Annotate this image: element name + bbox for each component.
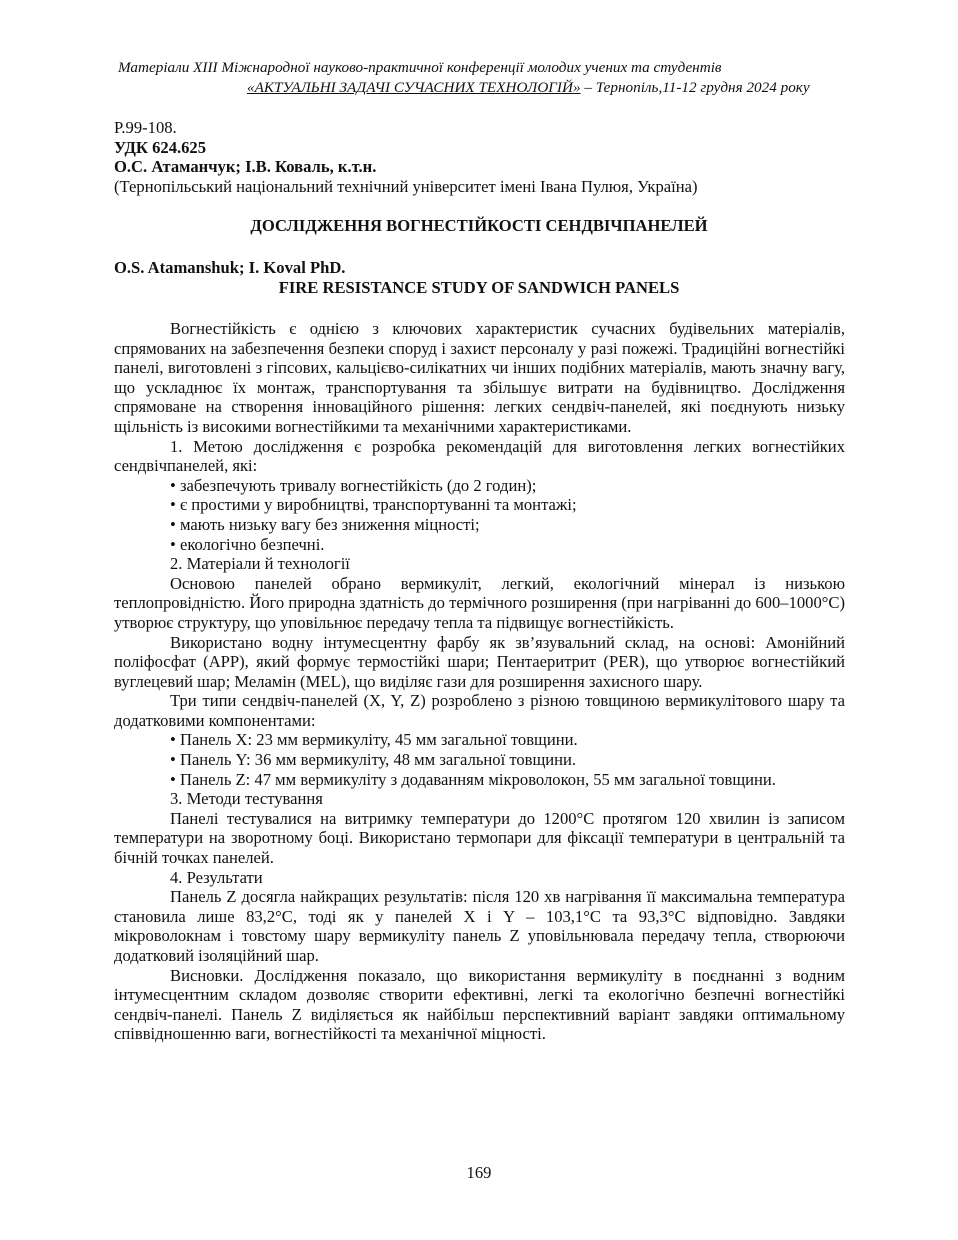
running-header-line2 <box>247 78 810 97</box>
authors-en: O.S. Atamanshuk; I. Koval PhD. <box>114 258 346 277</box>
paragraph-aim: 1. Метою дослідження є розробка рекомендацій для виготовлення легких вогнестійких сендвічпанелей, які: <box>114 436 845 476</box>
udc-code: УДК 624.625 <box>114 137 207 157</box>
section-heading-methods: 3. Методи тестування <box>170 789 323 809</box>
list-item: • Панель Z: 47 мм вермикуліту з додаванням мікроволокон, 55 мм загальної товщини. <box>170 769 776 789</box>
article-body <box>114 319 845 1044</box>
article-meta <box>114 118 845 196</box>
conference-name: «АКТУАЛЬНІ ЗАДАЧІ СУЧАСНИХ ТЕХНОЛОГІЙ» <box>247 79 581 96</box>
paragraph-results: Панель Z досягла найкращих результатів: після 120 хв нагрівання її максимальна температура становила лише 83,2°C, тоді як у панелей X і Y – 103,1°C та 93,3°C відповідно. Завдяки мікроволокнам і товстому шару вермикуліту панель Z уповільнювала передачу тепла, створюючи додатковий ізоляційний шар. <box>114 887 845 965</box>
paragraph-conclusions: Висновки. Дослідження показало, що використання вермикуліту в поєднанні з водним інтумесцентним складом дозволяє створити ефективні, легкі та екологічно безпечні вогнестійкі сендвіч-панелі. Панель Z виділяється як найбільш перспективний варіант завдяки оптимальному співвідношенню ваги, вогнестійкості та механічної міцності. <box>114 965 845 1044</box>
paragraph-materials-3: Три типи сендвіч-панелей (X, Y, Z) розроблено з різною товщиною вермикулітового шару та додатковими компонентами: <box>114 691 845 730</box>
list-item: • екологічно безпечні. <box>170 534 325 554</box>
authors-ua: О.С. Атаманчук; І.В. Коваль, к.т.н. <box>114 157 377 177</box>
affiliation: (Тернопільський національний технічний університет імені Івана Пулюя, Україна) <box>114 176 698 196</box>
running-header-line1: Матеріали XIII Міжнародної науково-практичної конференції молодих учених та студентів <box>118 59 722 76</box>
list-item: • мають низьку вагу без зниження міцності; <box>170 514 480 534</box>
conference-place-date: – Тернопіль,11-12 грудня 2024 року <box>580 79 810 96</box>
list-item: • є простими у виробництві, транспортуванні та монтажі; <box>170 495 577 515</box>
paragraph-materials-1: Основою панелей обрано вермикуліт, легкий, екологічний мінерал із низькою теплопровідністю. Його природна здатність до термічного розширення (при нагріванні до 600–1000°C) утворює структуру, що уповільнює передачу тепла та підвищує вогнестійкість. <box>114 573 845 632</box>
paragraph-methods: Панелі тестувалися на витримку температури до 1200°C протягом 120 хвилин із записом температури на зворотному боці. Використано термопари для фіксації температури в центральній та бічній точках панелей. <box>114 808 845 868</box>
section-heading-materials: 2. Матеріали й технології <box>170 554 350 574</box>
list-item: • Панель Y: 36 мм вермикуліту, 48 мм загальної товщини. <box>170 750 577 770</box>
title-ua: ДОСЛІДЖЕННЯ ВОГНЕСТІЙКОСТІ СЕНДВІЧПАНЕЛЕЙ <box>250 216 708 235</box>
list-item: • забезпечують тривалу вогнестійкість (до 2 годин); <box>170 475 537 495</box>
paragraph-intro: Вогнестійкість є однією з ключових характеристик сучасних будівельних матеріалів, спрямованих на забезпечення безпеки споруд і захист персоналу у разі пожежі. Традиційні вогнестійкі панелі, виготовлені з гіпсових, кальцієво-силікатних чи інших подібних матеріалів, мають значну вагу, що ускладнює їх монтаж, транспортування та збільшує витрати на будівництво. Дослідження спрямоване на створення інноваційного рішення: легких сендвіч-панелей, які поєднують низьку щільність із високими вогнестійкими та механічними характеристиками. <box>114 319 845 436</box>
paragraph-materials-2: Використано водну інтумесцентну фарбу як зв’язувальний склад, на основі: Амонійний поліфосфат (APP), який формує термостійкі шари; Пентаеритрит (PER), що утворює вогнестійкий вуглецевий шар; Меламін (MEL), що виділяє гази для розширення захисного шару. <box>114 632 845 691</box>
page-number: 169 <box>466 1163 492 1182</box>
title-en: FIRE RESISTANCE STUDY OF SANDWICH PANELS <box>278 278 680 297</box>
list-item: • Панель X: 23 мм вермикуліту, 45 мм загальної товщини. <box>170 730 578 750</box>
pages-reference: P.99-108. <box>114 118 177 137</box>
section-heading-results: 4. Результати <box>170 867 263 887</box>
